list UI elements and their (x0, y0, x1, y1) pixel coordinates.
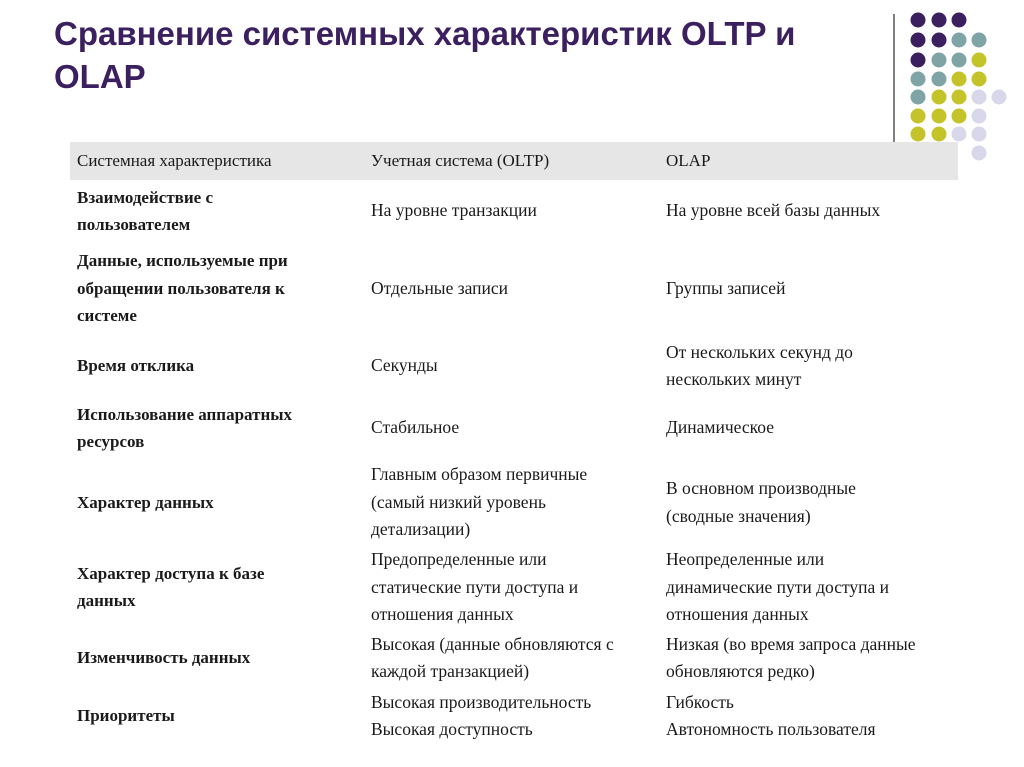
oltp-cell (364, 242, 659, 335)
cell-text-line: Высокая (данные обновляются с (371, 633, 614, 654)
cell-text-line: динамические пути доступа и (666, 576, 890, 597)
olap-cell (659, 242, 958, 335)
cell-text-line: Взаимодействие с (77, 187, 213, 207)
decorative-dot-purple (952, 13, 967, 28)
cell-text-line: На уровне всей базы данных (666, 200, 881, 221)
cell-text-line: Высокая доступность (371, 719, 533, 739)
table-row (70, 629, 958, 688)
decorative-dot-purple (911, 53, 926, 68)
decorative-dot-teal (952, 33, 967, 48)
table-row (70, 688, 958, 745)
cell-text-line: отношения данных (666, 604, 809, 624)
olap-cell (659, 688, 958, 745)
table-row (70, 335, 958, 397)
cell-text-line: (самый низкий уровень (371, 491, 546, 512)
cell-text-line: отношения данных (371, 604, 514, 624)
cell-text-line: Секунды (371, 355, 438, 376)
decorative-dot-teal (911, 90, 926, 105)
cell-text-line: Группы записей (666, 277, 786, 298)
decorative-dot-lavender (972, 109, 987, 124)
cell-text-line: Гибкость (666, 691, 734, 712)
decorative-dot-teal (952, 53, 967, 68)
cell-text-line: На уровне транзакции (371, 200, 537, 221)
cell-text-line: От нескольких секунд до (666, 341, 853, 362)
cell-text-line: Изменчивость данных (77, 648, 251, 668)
cell-text-line: системе (77, 306, 137, 326)
cell-text-line: Автономность пользователя (666, 719, 876, 739)
decorative-dot-olive (932, 90, 947, 105)
decorative-dot-purple (932, 13, 947, 28)
cell-text-line: Высокая производительность (371, 691, 592, 712)
slide-title-line-1: Сравнение системных характеристик OLTP и (54, 15, 796, 52)
cell-text-line: Характер доступа к базе (77, 563, 265, 583)
decorative-dot-teal (932, 72, 947, 87)
decorative-dot-lavender (972, 90, 987, 105)
comparison-table (70, 142, 958, 745)
cell-text-line: каждой транзакцией) (371, 661, 530, 681)
decorative-dot-olive (932, 109, 947, 124)
cell-text-line: Отдельные записи (371, 277, 509, 298)
cell-text-line: обращении пользователя к (77, 278, 285, 298)
cell-text-line: Динамическое (666, 417, 774, 438)
oltp-cell (364, 459, 659, 546)
cell-text-line: Стабильное (371, 417, 460, 438)
characteristic-cell (70, 688, 364, 745)
decorative-dot-olive (972, 72, 987, 87)
table-row (70, 397, 958, 459)
cell-text-line: обновляются редко) (666, 661, 815, 681)
cell-text-line: пользователем (77, 215, 191, 234)
decorative-dot-purple (911, 13, 926, 28)
cell-text-line: Главным образом первичные (371, 464, 588, 485)
characteristic-cell (70, 546, 364, 629)
decorative-dot-teal (932, 53, 947, 68)
characteristic-cell (70, 459, 364, 546)
table-row (70, 180, 958, 242)
cell-text-line: данных (77, 591, 136, 611)
cell-text-line: Время отклика (77, 356, 195, 376)
cell-text-line: Приоритеты (77, 706, 175, 726)
olap-cell (659, 459, 958, 546)
olap-cell (659, 397, 958, 459)
oltp-cell (364, 397, 659, 459)
decorative-dot-olive (952, 72, 967, 87)
oltp-cell (364, 335, 659, 397)
decorative-dot-purple (911, 33, 926, 48)
cell-text-line: Данные, используемые при (77, 251, 288, 271)
decorative-dot-purple (932, 33, 947, 48)
decorative-dot-olive (932, 127, 947, 142)
characteristic-cell (70, 335, 364, 397)
comparison-table-container (70, 142, 958, 745)
slide-title-line-2: OLAP (54, 58, 146, 95)
cell-text-line: ресурсов (77, 432, 145, 451)
characteristic-cell (70, 629, 364, 688)
header-cell-oltp: Учетная система (OLTP) (364, 142, 659, 180)
decorative-dot-olive (952, 90, 967, 105)
cell-text-line: Использование аппаратных (77, 404, 293, 424)
cell-text-line: Предопределенные или (371, 549, 547, 569)
decorative-dot-teal (911, 72, 926, 87)
cell-text-line: нескольких минут (666, 369, 802, 389)
characteristic-cell (70, 397, 364, 459)
cell-text-line: Характер данных (77, 492, 214, 512)
cell-text-line: В основном производные (666, 478, 856, 498)
olap-cell (659, 629, 958, 688)
characteristic-cell (70, 180, 364, 242)
decorative-dot-olive (911, 109, 926, 124)
decorative-dot-olive (952, 109, 967, 124)
decorative-dot-olive (911, 127, 926, 142)
oltp-cell (364, 546, 659, 629)
decorative-dot-lavender (972, 127, 987, 142)
cell-text-line: детализации) (371, 519, 471, 540)
table-row (70, 546, 958, 629)
table-row (70, 459, 958, 546)
table-header-row (70, 142, 958, 180)
olap-cell (659, 180, 958, 242)
oltp-cell (364, 629, 659, 688)
decorative-dot-lavender (952, 127, 967, 142)
olap-cell (659, 546, 958, 629)
header-cell-characteristic: Системная характеристика (70, 142, 364, 180)
cell-text-line: (сводные значения) (666, 505, 811, 526)
table-row (70, 242, 958, 335)
cell-text-line: статические пути доступа и (371, 576, 579, 597)
olap-cell (659, 335, 958, 397)
decorative-dot-lavender (992, 90, 1007, 105)
decorative-dot-lavender (972, 146, 987, 161)
oltp-cell (364, 688, 659, 745)
decorative-dot-olive (972, 53, 987, 68)
cell-text-line: Неопределенные или (666, 549, 825, 569)
decorative-dot-teal (972, 33, 987, 48)
oltp-cell (364, 180, 659, 242)
characteristic-cell (70, 242, 364, 335)
cell-text-line: Низкая (во время запроса данные (666, 633, 916, 654)
header-cell-olap: OLAP (659, 142, 958, 180)
